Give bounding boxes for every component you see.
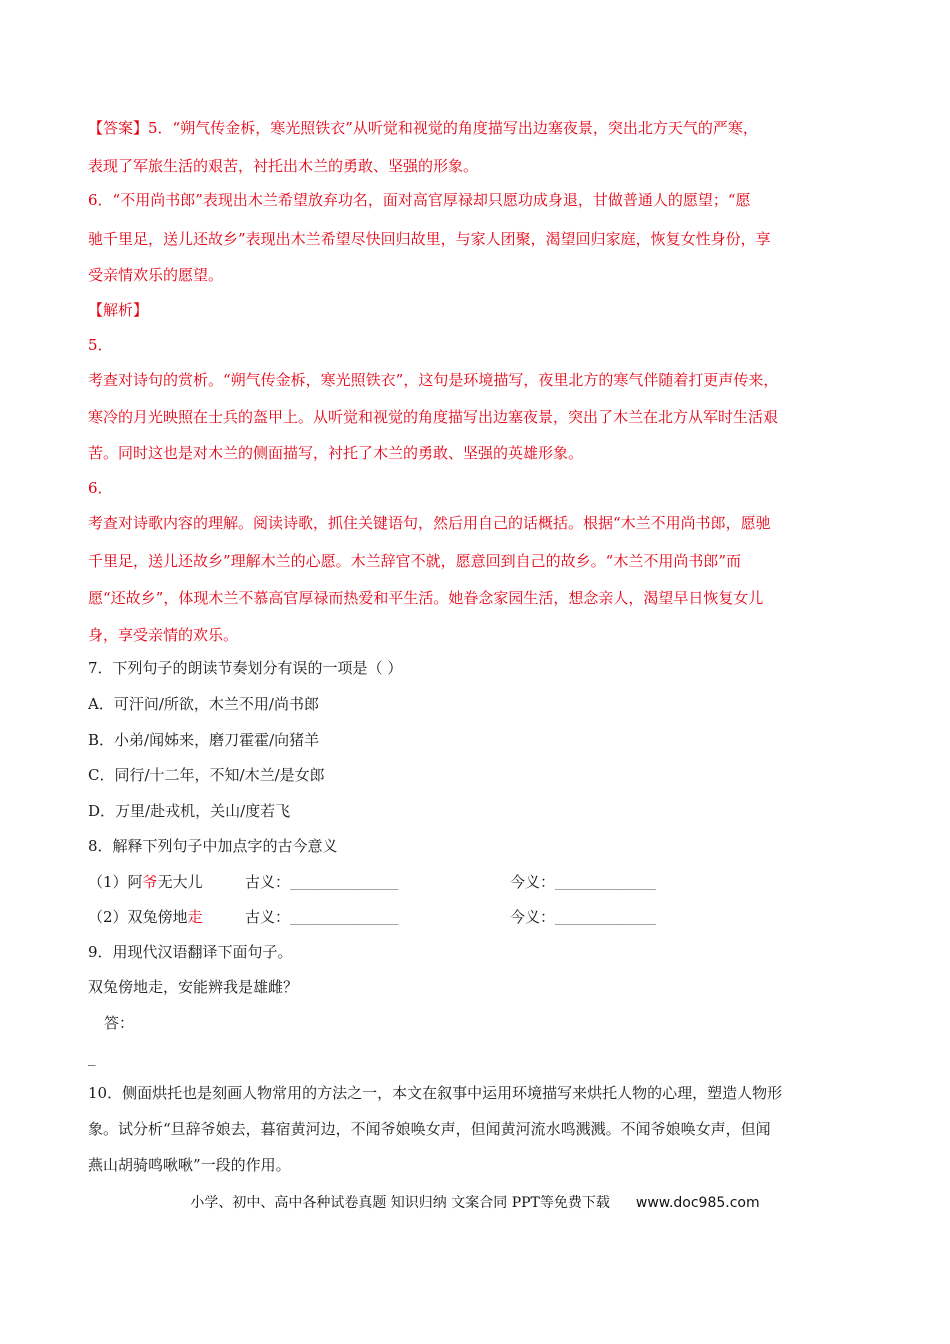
analysis-num-6: 6．	[88, 479, 113, 497]
q8-item-1-modern	[510, 871, 710, 894]
analysis-6-line-2: 千里足，送儿还故乡”理解木兰的心愿。木兰辞官不就，愿意回到自己的故乡。“木兰不用尚书郎”而	[88, 552, 742, 570]
analysis-num-5: 5．	[88, 336, 113, 354]
q7-option-a: A．可汗问/所欲，木兰不用/尚书郎	[88, 695, 319, 713]
q8-item-2-modern-label: 今义：	[510, 908, 556, 926]
answer-label: 【答案】	[88, 119, 149, 137]
q8-item-2-ancient	[245, 906, 465, 929]
q8-item-1-ancient-label: 古义：	[245, 873, 291, 891]
q9-answer-label: 答：	[104, 1014, 135, 1032]
answer-line-5: 受亲情欢乐的愿望。	[88, 266, 224, 284]
q8-item-2-modern	[510, 906, 710, 929]
q8-item-1	[88, 871, 878, 893]
answer-text-1: 5．“朔气传金柝，寒光照铁衣”从听觉和视觉的角度描写出边塞夜景，突出北方天气的严寒，	[148, 119, 758, 137]
q8-item-1-modern-label: 今义：	[510, 873, 556, 891]
q8-item-1-modern-blank[interactable]: ______________	[555, 876, 657, 890]
answer-line-1	[88, 117, 878, 139]
answer-line-4: 驰千里足，送儿还故乡”表现出木兰希望尽快回归故里，与家人团聚，渴望回归家庭，恢复女性身份，享	[88, 230, 771, 248]
q8-item-2-ancient-blank[interactable]: _______________	[290, 911, 399, 925]
answer-line-3: 6．“不用尚书郎”表现出木兰希望放弃功名，面对高官厚禄却只愿功成身退，甘做普通人的愿望；“愿	[88, 191, 751, 209]
q9-stem: 9．用现代汉语翻译下面句子。	[88, 943, 293, 961]
q8-item-2-modern-blank[interactable]: ______________	[555, 911, 657, 925]
footer-text: 小学、初中、高中各种试卷真题 知识归纳 文案合同 PPT等免费下载	[190, 1195, 610, 1211]
q8-item-2-ancient-label: 古义：	[245, 908, 291, 926]
q8-item-1-ancient-blank[interactable]: _______________	[290, 876, 399, 890]
q10-line-2: 象。试分析“旦辞爷娘去，暮宿黄河边，不闻爷娘唤女声，但闻黄河流水鸣溅溅。不闻爷娘唤女声，但闻	[88, 1120, 771, 1138]
q7-stem: 7．下列句子的朗读节奏划分有误的一项是（ ）	[88, 659, 403, 677]
q7-option-d: D．万里/赴戎机，关山/度若飞	[88, 802, 291, 820]
q8-item-2	[88, 906, 878, 928]
analysis-5-line-2: 寒冷的月光映照在士兵的盔甲上。从听觉和视觉的角度描写出边塞夜景，突出了木兰在北方从军时生活艰	[88, 408, 779, 426]
analysis-label: 【解析】	[88, 301, 149, 319]
q8-item-1-ancient	[245, 871, 465, 894]
q10-line-3: 燕山胡骑鸣啾啾”一段的作用。	[88, 1156, 291, 1174]
q9-answer-line[interactable]: _	[88, 1048, 96, 1066]
analysis-5-line-3: 苦。同时这也是对木兰的侧面描写，衬托了木兰的勇敢、坚强的英雄形象。	[88, 444, 584, 462]
q10-line-1: 10．侧面烘托也是刻画人物常用的方法之一，本文在叙事中运用环境描写来烘托人物的心理，塑造人物形	[88, 1084, 783, 1102]
q8-item-2-key: 走	[187, 908, 203, 926]
analysis-5-line-1: 考查对诗句的赏析。“朔气传金柝，寒光照铁衣”，这句是环境描写，夜里北方的寒气伴随着打更声传来，	[88, 371, 779, 389]
q8-item-1-num: （1）阿	[88, 873, 143, 891]
q7-option-c: C．同行/十二年，不知/木兰/是女郎	[88, 766, 325, 784]
q9-sentence: 双兔傍地走，安能辨我是雄雌？	[88, 978, 299, 996]
footer-url[interactable]: www.doc985.com	[635, 1195, 760, 1211]
answer-line-2: 表现了军旅生活的艰苦，衬托出木兰的勇敢、坚强的形象。	[88, 157, 479, 175]
q8-item-2-num: （2）双兔傍地	[88, 908, 188, 926]
q8-item-1-key: 爷	[142, 873, 158, 891]
analysis-6-line-1: 考查对诗歌内容的理解。阅读诗歌，抓住关键语句，然后用自己的话概括。根据“木兰不用尚书郎，愿驰	[88, 514, 771, 532]
page-footer	[0, 1192, 950, 1212]
q8-item-1-rest: 无大儿	[157, 873, 203, 891]
analysis-6-line-4: 身，享受亲情的欢乐。	[88, 626, 239, 644]
analysis-6-line-3: 愿“还故乡”，体现木兰不慕高官厚禄而热爱和平生活。她眷念家园生活，想念亲人，渴望早日恢复女儿	[88, 589, 764, 607]
q7-option-b: B．小弟/闻姊来，磨刀霍霍/向猪羊	[88, 731, 320, 749]
q8-stem: 8．解释下列句子中加点字的古今意义	[88, 837, 338, 855]
